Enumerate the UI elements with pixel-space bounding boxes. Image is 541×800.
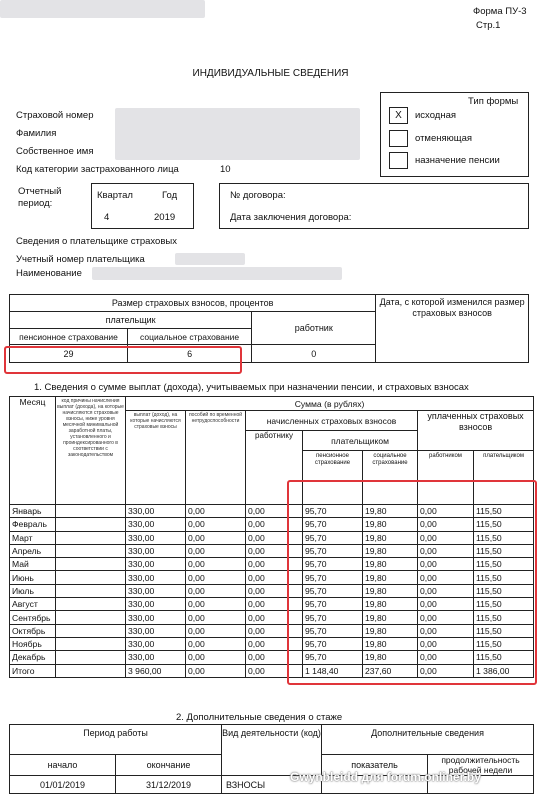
cell-social: 237,60 [363, 664, 418, 677]
cell-allow: 0,00 [186, 664, 246, 677]
cell-pp: 115,50 [474, 651, 534, 664]
cell-social: 19,80 [363, 584, 418, 597]
cell-pension: 95,70 [303, 651, 363, 664]
cell-allow: 0,00 [186, 531, 246, 544]
rates-worker-label: работник [252, 312, 376, 345]
cell-pp: 115,50 [474, 558, 534, 571]
cell-social: 19,80 [363, 544, 418, 557]
cell-month: Апрель [10, 544, 56, 557]
form-type-title: Тип формы [468, 96, 519, 107]
cell-pp: 115,50 [474, 571, 534, 584]
cell-pw: 0,00 [418, 505, 474, 518]
highlight-contributions [287, 480, 537, 685]
cell-code [56, 624, 126, 637]
year-value: 2019 [154, 212, 176, 223]
cell-social: 19,80 [363, 505, 418, 518]
cell-social: 19,80 [363, 651, 418, 664]
cell-pension: 95,70 [303, 624, 363, 637]
cell-worker: 0,00 [246, 637, 303, 650]
cell-pp: 115,50 [474, 637, 534, 650]
cell-pension: 95,70 [303, 584, 363, 597]
cell-allow: 0,00 [186, 584, 246, 597]
cell-allow: 0,00 [186, 624, 246, 637]
col-paid-payer: плательщиком [483, 453, 524, 459]
cell-code [56, 558, 126, 571]
cell-worker: 0,00 [246, 624, 303, 637]
col-pension: пенсионное страхование [314, 453, 351, 466]
form-type-checkbox-pension[interactable] [389, 152, 408, 169]
cell-social: 19,80 [363, 571, 418, 584]
cell-pp: 115,50 [474, 505, 534, 518]
cell-pay: 330,00 [126, 505, 186, 518]
cell-pp: 1 386,00 [474, 664, 534, 677]
cell-code [56, 531, 126, 544]
col-activity: Вид деятельности (код) [222, 725, 322, 776]
col-month: Месяц [10, 397, 56, 505]
cell-allow: 0,00 [186, 558, 246, 571]
col-payments: выплат (доход), на которые начисляются страховые взносы [130, 412, 181, 430]
rates-social-label: социальное страхование [128, 329, 252, 345]
form-type-checkbox-original[interactable]: X [389, 107, 408, 124]
document-title: ИНДИВИДУАЛЬНЫЕ СВЕДЕНИЯ [192, 68, 349, 79]
col-indicator: показатель [322, 755, 428, 776]
payer-info-label: Сведения о плательщике страховых [16, 236, 177, 247]
cell-code [56, 598, 126, 611]
page-number: Стр.1 [476, 20, 501, 31]
cell-pw: 0,00 [418, 664, 474, 677]
cell-pension: 95,70 [303, 571, 363, 584]
cell-pw: 0,00 [418, 518, 474, 531]
quarter-value: 4 [104, 212, 110, 223]
cell-pp: 115,50 [474, 598, 534, 611]
highlight-rates [4, 346, 242, 374]
cell-social: 19,80 [363, 558, 418, 571]
cell-pw: 0,00 [418, 611, 474, 624]
cell-worker: 0,00 [246, 544, 303, 557]
cell-social: 19,80 [363, 611, 418, 624]
cell-pension: 95,70 [303, 518, 363, 531]
cell-social: 19,80 [363, 598, 418, 611]
section2-title: 2. Дополнительные сведения о стаже [176, 712, 343, 723]
col-sum: Сумма (в рублях) [126, 397, 534, 411]
col-end: окончание [116, 755, 222, 776]
cell-allow: 0,00 [186, 505, 246, 518]
name-label: Собственное имя [16, 146, 94, 157]
cell-pw: 0,00 [418, 637, 474, 650]
cell-allow: 0,00 [186, 518, 246, 531]
cell-pp: 115,50 [474, 624, 534, 637]
cell-pay: 330,00 [126, 571, 186, 584]
cell-pay: 330,00 [126, 558, 186, 571]
cell-pw: 0,00 [418, 558, 474, 571]
category-label: Код категории застрахованного лица [16, 164, 179, 175]
period-end-value: 31/12/2019 [116, 776, 222, 794]
col-paid: уплаченных страховых взносов [418, 411, 534, 451]
cell-allow: 0,00 [186, 637, 246, 650]
cell-pension: 95,70 [303, 611, 363, 624]
insurance-no-label: Страховой номер [16, 110, 94, 121]
cell-month: Март [10, 531, 56, 544]
cell-pw: 0,00 [418, 544, 474, 557]
cell-pay: 330,00 [126, 651, 186, 664]
payer-name-label: Наименование [16, 268, 82, 279]
cell-pw: 0,00 [418, 571, 474, 584]
redacted-account [175, 253, 245, 265]
cell-code [56, 664, 126, 677]
cell-worker: 0,00 [246, 651, 303, 664]
cell-social: 19,80 [363, 531, 418, 544]
cell-pension: 95,70 [303, 505, 363, 518]
cell-worker: 0,00 [246, 584, 303, 597]
year-label: Год [162, 190, 178, 201]
cell-month: Сентябрь [10, 611, 56, 624]
cell-code [56, 571, 126, 584]
cell-code [56, 544, 126, 557]
cell-pension: 95,70 [303, 531, 363, 544]
cell-pay: 330,00 [126, 531, 186, 544]
cell-worker: 0,00 [246, 518, 303, 531]
cell-pension: 1 148,40 [303, 664, 363, 677]
section1-title: 1. Сведения о сумме выплат (дохода), учитываемых при назначении пенсии, и страховых взносах [34, 382, 469, 393]
cell-month: Ноябрь [10, 637, 56, 650]
col-paid-worker: работником [429, 453, 462, 459]
form-type-option-original: исходная [415, 110, 456, 121]
cell-allow: 0,00 [186, 544, 246, 557]
col-accrued-payer: плательщиком [303, 431, 418, 451]
contract-date-label: Дата заключения договора: [230, 212, 352, 223]
col-duration: продолжительность рабочей недели [428, 755, 534, 776]
col-accrued: начисленных страховых взносов [246, 411, 418, 431]
rates-pension-label: пенсионное страхование [10, 329, 128, 345]
cell-month: Декабрь [10, 651, 56, 664]
category-value: 10 [220, 164, 231, 175]
cell-pay: 330,00 [126, 624, 186, 637]
cell-pay: 3 960,00 [126, 664, 186, 677]
cell-code [56, 505, 126, 518]
cell-month: Октябрь [10, 624, 56, 637]
cell-worker: 0,00 [246, 505, 303, 518]
col-allowance: пособий по временной нетрудоспособности [188, 412, 243, 424]
col-additional: Дополнительные сведения [322, 725, 534, 755]
rates-pension-value: 29 [10, 345, 128, 363]
rates-worker-value: 0 [252, 345, 376, 363]
redacted-personal [115, 108, 360, 160]
cell-month: Август [10, 598, 56, 611]
watermark: Gwynbleidd для forum.onliner.by [290, 770, 481, 784]
quarter-label: Квартал [97, 190, 133, 201]
cell-pension: 95,70 [303, 558, 363, 571]
cell-pension: 95,70 [303, 637, 363, 650]
form-type-option-pension: назначение пенсии [415, 155, 500, 166]
form-type-checkbox-cancel[interactable] [389, 130, 408, 147]
cell-pay: 330,00 [126, 637, 186, 650]
col-code: код причины начисления выплат (дохода), на которые начисляются страховые взносы, ниже уровня месячной минимальной заработной платы, установленного и проиндексированного в соответствии с законодательством [57, 398, 124, 458]
cell-pension: 95,70 [303, 598, 363, 611]
form-code: Форма ПУ-3 [473, 6, 527, 17]
rates-payer-label: плательщик [10, 312, 252, 329]
cell-allow: 0,00 [186, 598, 246, 611]
cell-worker: 0,00 [246, 558, 303, 571]
cell-social: 19,80 [363, 518, 418, 531]
rates-title: Размер страховых взносов, процентов [10, 295, 376, 312]
cell-social: 19,80 [363, 637, 418, 650]
rates-social-value: 6 [128, 345, 252, 363]
cell-month: Июнь [10, 571, 56, 584]
cell-pay: 330,00 [126, 611, 186, 624]
col-social: социальное страхование [372, 453, 408, 466]
cell-pw: 0,00 [418, 624, 474, 637]
cell-pay: 330,00 [126, 598, 186, 611]
redacted-payer-name [92, 267, 342, 280]
period-start-value: 01/01/2019 [10, 776, 116, 794]
cell-month: Июль [10, 584, 56, 597]
cell-worker: 0,00 [246, 664, 303, 677]
cell-pay: 330,00 [126, 544, 186, 557]
cell-pw: 0,00 [418, 598, 474, 611]
activity-value: ВЗНОСЫ [222, 776, 322, 794]
cell-pay: 330,00 [126, 518, 186, 531]
payer-account-label: Учетный номер плательщика [16, 254, 145, 265]
cell-social: 19,80 [363, 624, 418, 637]
cell-code [56, 637, 126, 650]
cell-code [56, 518, 126, 531]
contract-number-label: № договора: [230, 190, 286, 201]
cell-pp: 115,50 [474, 518, 534, 531]
cell-worker: 0,00 [246, 611, 303, 624]
col-period: Период работы [10, 725, 222, 755]
cell-month: Май [10, 558, 56, 571]
cell-pp: 115,50 [474, 544, 534, 557]
cell-worker: 0,00 [246, 571, 303, 584]
redacted-area [0, 0, 205, 18]
cell-pp: 115,50 [474, 531, 534, 544]
rates-changed-label: Дата, с которой изменился размер страховых взносов [376, 295, 529, 363]
cell-code [56, 584, 126, 597]
surname-label: Фамилия [16, 128, 57, 139]
cell-worker: 0,00 [246, 531, 303, 544]
cell-worker: 0,00 [246, 598, 303, 611]
form-type-option-cancel: отменяющая [415, 133, 472, 144]
cell-pp: 115,50 [474, 611, 534, 624]
cell-code [56, 651, 126, 664]
cell-pay: 330,00 [126, 584, 186, 597]
cell-pw: 0,00 [418, 651, 474, 664]
period-label: Отчетный период: [18, 186, 62, 209]
cell-code [56, 611, 126, 624]
col-start: начало [10, 755, 116, 776]
cell-month: Январь [10, 505, 56, 518]
cell-month: Февраль [10, 518, 56, 531]
cell-allow: 0,00 [186, 571, 246, 584]
cell-allow: 0,00 [186, 611, 246, 624]
cell-allow: 0,00 [186, 651, 246, 664]
cell-pension: 95,70 [303, 544, 363, 557]
col-accrued-worker: работнику [246, 431, 303, 505]
cell-pw: 0,00 [418, 531, 474, 544]
cell-month: Итого [10, 664, 56, 677]
cell-pp: 115,50 [474, 584, 534, 597]
cell-pw: 0,00 [418, 584, 474, 597]
